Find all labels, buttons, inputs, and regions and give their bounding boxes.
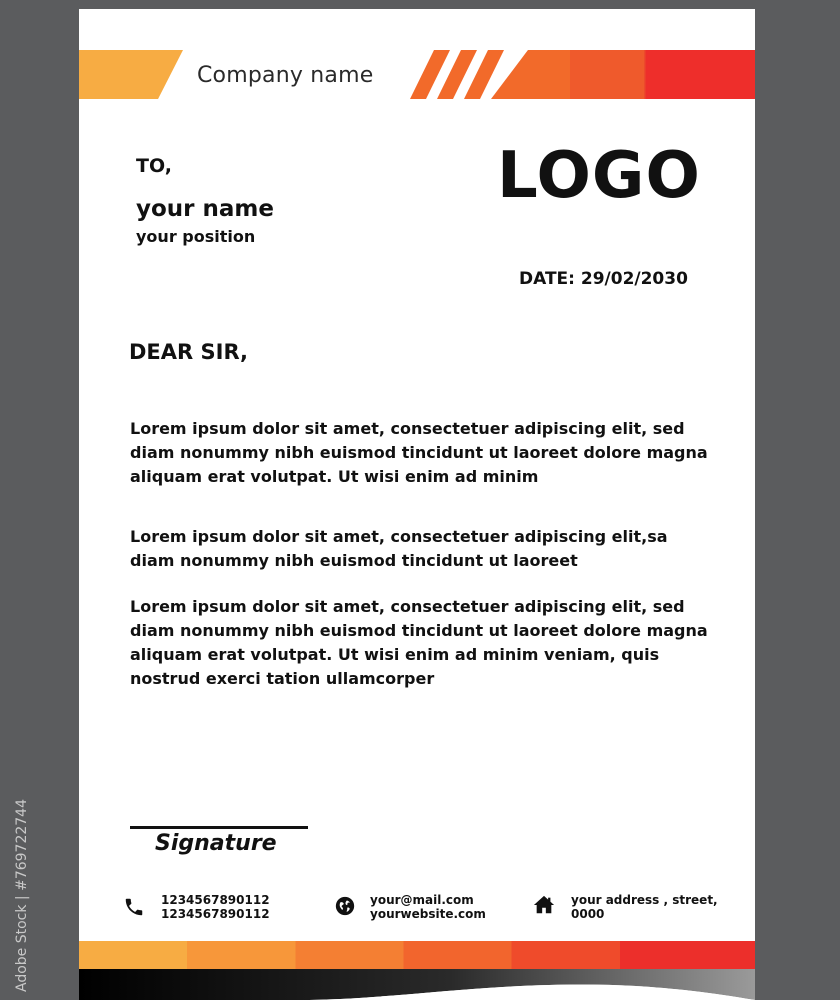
phone-number: 1234567890112 — [161, 907, 270, 921]
address-line: 0000 — [571, 907, 605, 921]
globe-icon — [334, 895, 356, 917]
side-watermark — [4, 760, 34, 995]
footer-color-bar — [79, 941, 755, 969]
email: your@mail.com — [370, 893, 474, 907]
footer-address — [571, 893, 718, 921]
phone-icon — [123, 896, 145, 918]
header-right-bar — [491, 50, 755, 99]
paragraph: Lorem ipsum dolor sit amet, consectetuer adipiscing elit,sa diam nonummy nibh euismod tincidunt ut laoreet — [130, 527, 668, 570]
logo: LOGO — [497, 139, 701, 213]
recipient-to: TO, — [136, 155, 172, 177]
salutation: DEAR SIR, — [129, 340, 248, 364]
recipient-position: your position — [136, 227, 256, 246]
letterhead-page — [79, 9, 755, 1000]
website: yourwebsite.com — [370, 907, 486, 921]
company-name: Company name — [197, 63, 374, 88]
phone-number: 1234567890112 — [161, 893, 270, 907]
signature-label: Signature — [155, 831, 277, 856]
paragraph: Lorem ipsum dolor sit amet, consectetuer adipiscing elit, sed diam nonummy nibh euismod tincidunt ut laoreet dolore magna aliquam erat volutpat. Ut wisi enim ad minim veniam, quis nostrud exerci tation ullamcorper — [130, 597, 708, 688]
footer-wave — [79, 969, 755, 1000]
date: DATE: 29/02/2030 — [519, 269, 688, 289]
footer-contact — [370, 893, 486, 921]
home-icon — [533, 894, 555, 916]
footer-phone — [161, 893, 270, 921]
paragraph: Lorem ipsum dolor sit amet, consectetuer adipiscing elit, sed diam nonummy nibh euismod tincidunt ut laoreet dolore magna aliquam erat volutpat. Ut wisi enim ad minim — [130, 419, 708, 486]
signature-line — [130, 826, 308, 829]
watermark-text: Adobe Stock | #769722744 — [14, 799, 30, 992]
header-left-accent — [79, 50, 183, 99]
recipient-name: your name — [136, 196, 274, 222]
address-line: your address , street, — [571, 893, 718, 907]
